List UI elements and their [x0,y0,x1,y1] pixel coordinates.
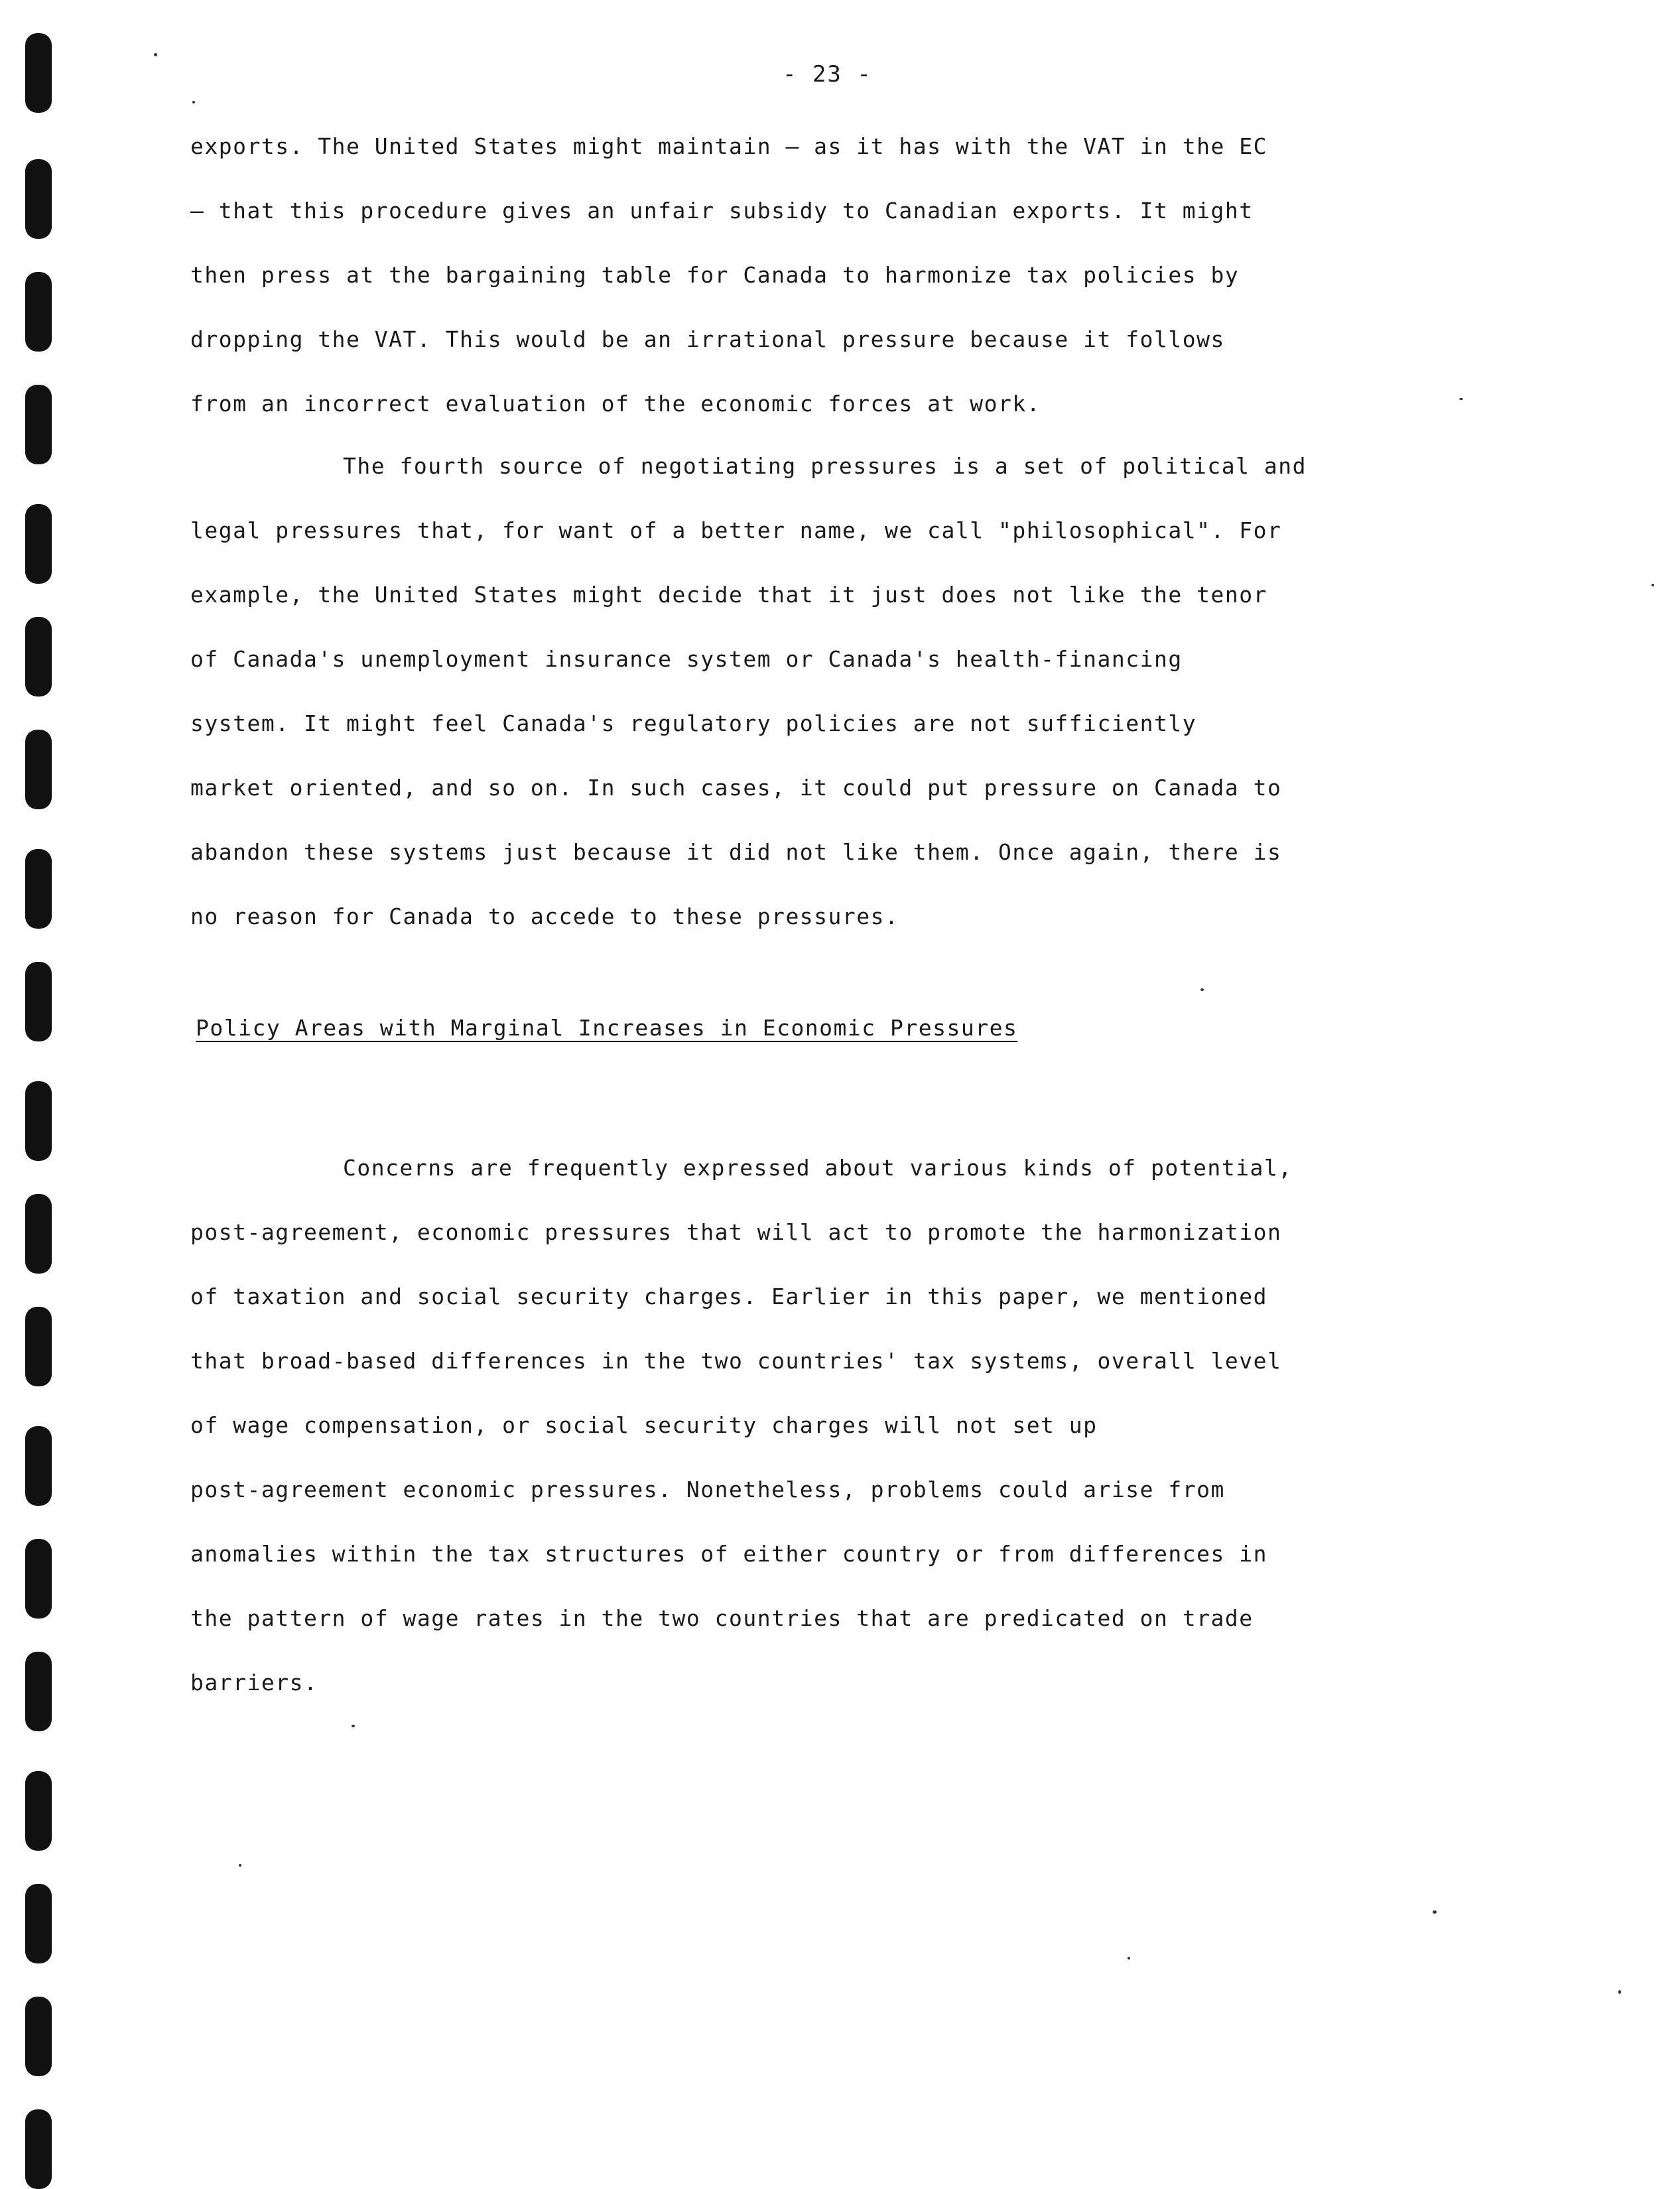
binding-hole [25,1194,52,1274]
binding-hole [25,1539,52,1619]
paragraph-line: dropping the VAT. This would be an irrational pressure because it follows [190,326,1225,352]
paragraph-line: — that this procedure gives an unfair subsidy to Canadian exports. It might [190,198,1254,224]
binding-hole [25,33,52,113]
section-heading: Policy Areas with Marginal Increases in Economic Pressures [196,1015,1018,1041]
paragraph-line: example, the United States might decide that it just does not like the tenor [190,582,1267,608]
paragraph-line: exports. The United States might maintain — as it has with the VAT in the EC [190,133,1267,159]
binding-hole [25,159,52,239]
scan-speck [1651,584,1654,586]
paragraph-3 [190,1136,1464,1715]
paragraph-line: abandon these systems just because it did not like them. Once again, there is [190,839,1282,865]
binding-hole [25,1652,52,1731]
scan-speck [1200,988,1204,991]
paragraph-1 [190,114,1464,436]
binding-hole [25,1307,52,1386]
scan-speck [352,1725,355,1727]
paragraph-line: of Canada's unemployment insurance system or Canada's health-financing [190,646,1183,672]
scan-speck [1459,398,1463,400]
binding-hole [25,1884,52,1963]
binding-hole [25,1771,52,1851]
binding-hole [25,504,52,584]
paragraph-line: The fourth source of negotiating pressures is a set of political and [343,453,1307,479]
scan-speck [1618,1990,1621,1994]
scan-speck [1433,1910,1437,1914]
binding-hole [25,272,52,352]
scan-speck [239,1864,241,1867]
binding-hole [25,2109,52,2189]
binding-hole [25,385,52,464]
page-number: - 23 - [783,61,872,88]
binding-hole [25,962,52,1041]
scan-speck [154,53,157,56]
paragraph-line: from an incorrect evaluation of the economic forces at work. [190,391,1041,417]
paragraph-line: Concerns are frequently expressed about various kinds of potential, [343,1155,1293,1181]
paragraph-line: post-agreement, economic pressures that will act to promote the harmonization [190,1219,1282,1245]
binding-hole [25,617,52,696]
paragraph-line: post-agreement economic pressures. Nonetheless, problems could arise from [190,1477,1225,1502]
paragraph-line: that broad-based differences in the two countries' tax systems, overall level [190,1348,1282,1374]
paragraph-line: barriers. [190,1670,318,1695]
scan-speck [192,101,195,103]
paragraph-line: system. It might feel Canada's regulatory policies are not sufficiently [190,710,1197,736]
paragraph-2 [190,434,1464,949]
binding-hole [25,1426,52,1506]
binding-holes [19,33,58,2189]
paragraph-line: legal pressures that, for want of a better name, we call "philosophical". For [190,517,1282,543]
paragraph-line: then press at the bargaining table for Canada to harmonize tax policies by [190,262,1240,288]
paragraph-line: the pattern of wage rates in the two countries that are predicated on trade [190,1605,1254,1631]
paragraph-line: anomalies within the tax structures of either country or from differences in [190,1541,1267,1567]
paragraph-line: of wage compensation, or social security charges will not set up [190,1412,1098,1438]
scan-speck [1128,1957,1130,1959]
paragraph-line: of taxation and social security charges. Earlier in this paper, we mentioned [190,1284,1267,1309]
binding-hole [25,730,52,809]
binding-hole [25,849,52,929]
binding-hole [25,1081,52,1161]
paragraph-line: market oriented, and so on. In such cases, it could put pressure on Canada to [190,775,1282,801]
binding-hole [25,1997,52,2076]
paragraph-line: no reason for Canada to accede to these pressures. [190,903,899,929]
